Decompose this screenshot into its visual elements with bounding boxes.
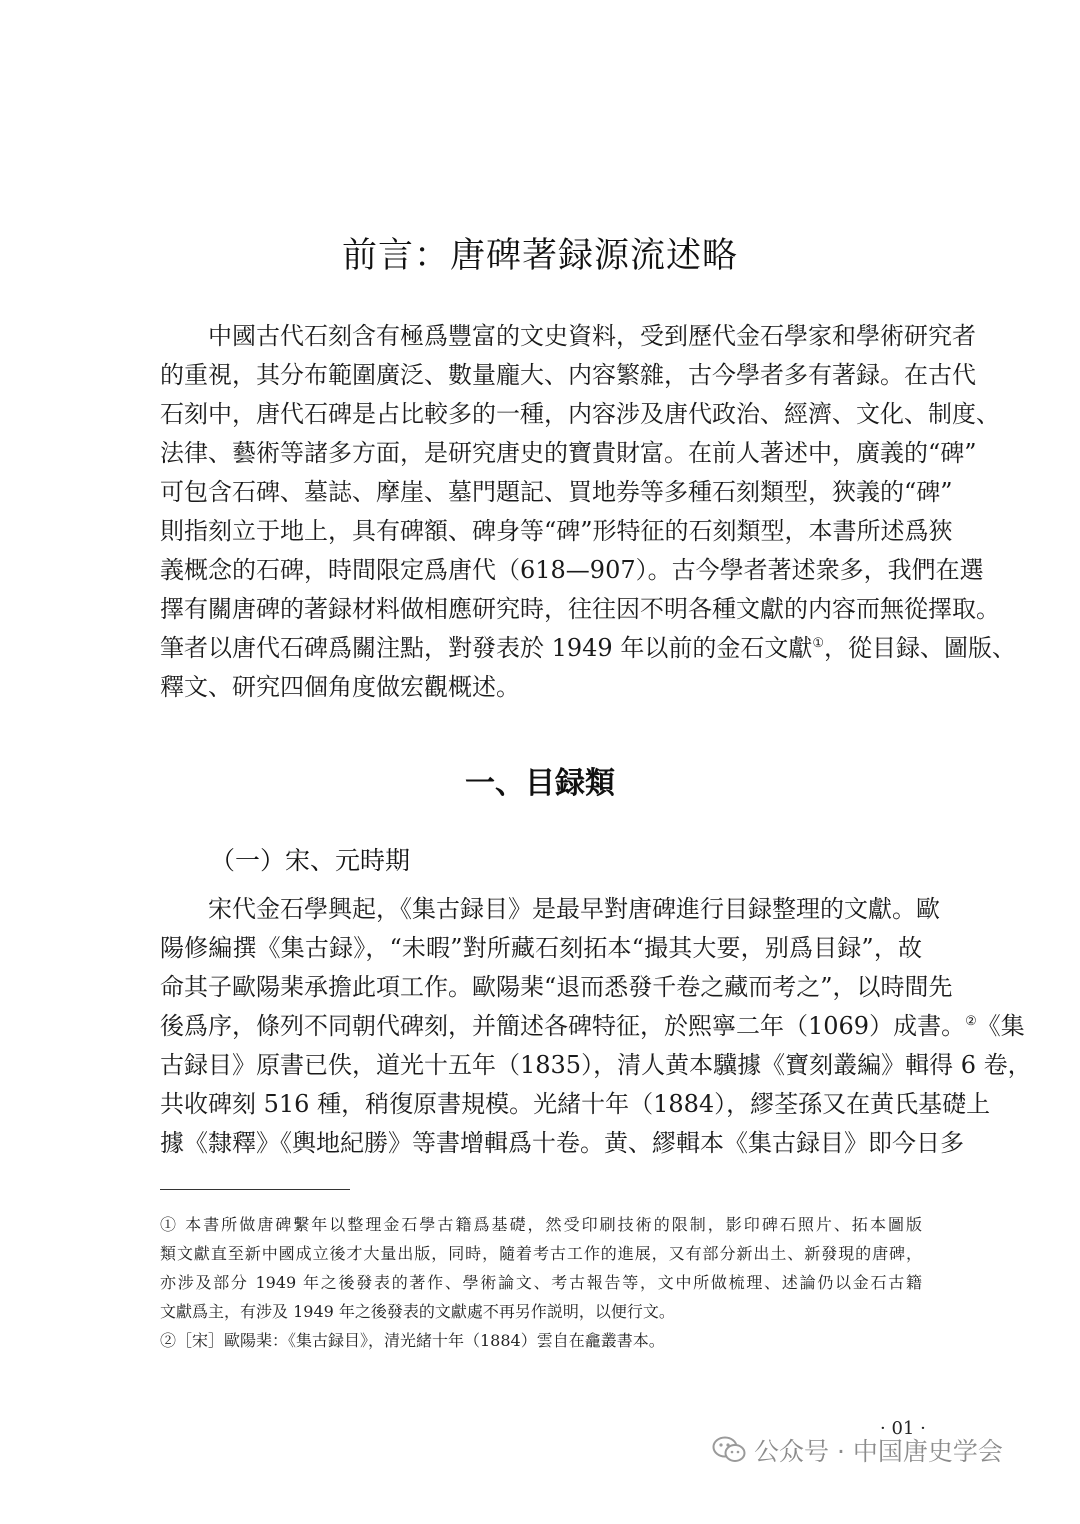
- text-line: 共收碑刻 516 種，稍復原書規模。光緒十年（1884），繆荃孫又在黄氏基礎上: [160, 1090, 991, 1118]
- preface-title: 前言：唐碑著録源流述略: [341, 236, 738, 276]
- footnote-1-line: 類文獻直至新中國成立後才大量出版，同時，隨着考古工作的進展，又有部分新出土、新發現的唐碑，: [160, 1244, 922, 1263]
- text-line: 義概念的石碑，時間限定爲唐代（618—907）。古今學者著述衆多，我們在選: [160, 556, 984, 584]
- text-segment: ，從目録、圖版、: [824, 634, 1016, 662]
- text-line: 法律、藝術等諸多方面，是研究唐史的寶貴財富。在前人著述中，廣義的“碑”: [160, 439, 977, 467]
- text-line: [160, 629, 1016, 668]
- footnote-ref-2[interactable]: ②: [965, 1014, 977, 1029]
- page-number: · 01 ·: [880, 1418, 926, 1439]
- preface-paragraph: [160, 317, 1016, 707]
- text-line: 宋代金石學興起，《集古録目》是最早對唐碑進行目録整理的文獻。歐: [208, 895, 940, 923]
- footnote-2: ②［宋］歐陽棐：《集古録目》，清光緒十年（1884）雲自在龕叢書本。: [160, 1331, 665, 1350]
- text-line: 命其子歐陽棐承擔此項工作。歐陽棐“退而悉發千卷之藏而考之”，以時間先: [160, 973, 953, 1001]
- watermark-text: 公众号 · 中国唐史学会: [754, 1437, 1003, 1466]
- text-segment: 後爲序，條列不同朝代碑刻，并簡述各碑特征，於熙寧二年（1069）成書。: [160, 1012, 966, 1040]
- text-line: 石刻中，唐代石碑是占比較多的一種，内容涉及唐代政治、經濟、文化、制度、: [160, 400, 1000, 428]
- text-line: 據《隸釋》《輿地紀勝》等書增輯爲十卷。黄、繆輯本《集古録目》即今日多: [160, 1129, 964, 1157]
- text-line: 的重視，其分布範圍廣泛、數量龐大、内容繁雜，古今學者多有著録。在古代: [160, 361, 976, 389]
- text-line: 擇有關唐碑的著録材料做相應研究時，往往因不明各種文獻的内容而無從擇取。: [160, 595, 1000, 623]
- text-line: [160, 1007, 1025, 1046]
- footnotes: [160, 1210, 922, 1355]
- footnote-1-line: 亦涉及部分 1949 年之後發表的著作、學術論文、考古報告等，文中所做梳理、述論仍以金石古籍: [160, 1273, 922, 1292]
- footnote-separator: [160, 1189, 350, 1190]
- section-title: 一、目録類: [465, 766, 615, 801]
- text-segment: 筆者以唐代石碑爲關注點，對發表於 1949 年以前的金石文獻: [160, 634, 813, 662]
- text-line: 中國古代石刻含有極爲豐富的文史資料，受到歷代金石學家和學術研究者: [208, 322, 976, 350]
- text-line: 釋文、研究四個角度做宏觀概述。: [160, 673, 520, 701]
- text-line: 古録目》原書已佚，道光十五年（1835），清人黄本驥據《寶刻叢編》輯得 6 卷，: [160, 1051, 1032, 1079]
- watermark: [712, 1428, 1003, 1472]
- wechat-icon: [712, 1435, 746, 1465]
- text-segment: 《集: [976, 1012, 1025, 1040]
- footnote-ref-1[interactable]: ①: [812, 636, 824, 651]
- text-line: 可包含石碑、墓誌、摩崖、墓門題記、買地券等多種石刻類型，狹義的“碑”: [160, 478, 953, 506]
- text-line: 陽修編撰《集古録》，“未暇”對所藏石刻拓本“撮其大要，别爲目録”，故: [160, 934, 922, 962]
- footnote-1-line: 文獻爲主，有涉及 1949 年之後發表的文獻處不再另作説明，以便行文。: [160, 1302, 675, 1321]
- footnote-1-line: ① 本書所做唐碑繫年以整理金石學古籍爲基礎，然受印刷技術的限制，影印碑石照片、拓本圖版: [160, 1215, 922, 1234]
- text-line: 則指刻立于地上，具有碑額、碑身等“碑”形特征的石刻類型，本書所述爲狹: [160, 517, 953, 545]
- body-paragraph: [160, 890, 1032, 1163]
- subsection-title: （一）宋、元時期: [210, 846, 411, 875]
